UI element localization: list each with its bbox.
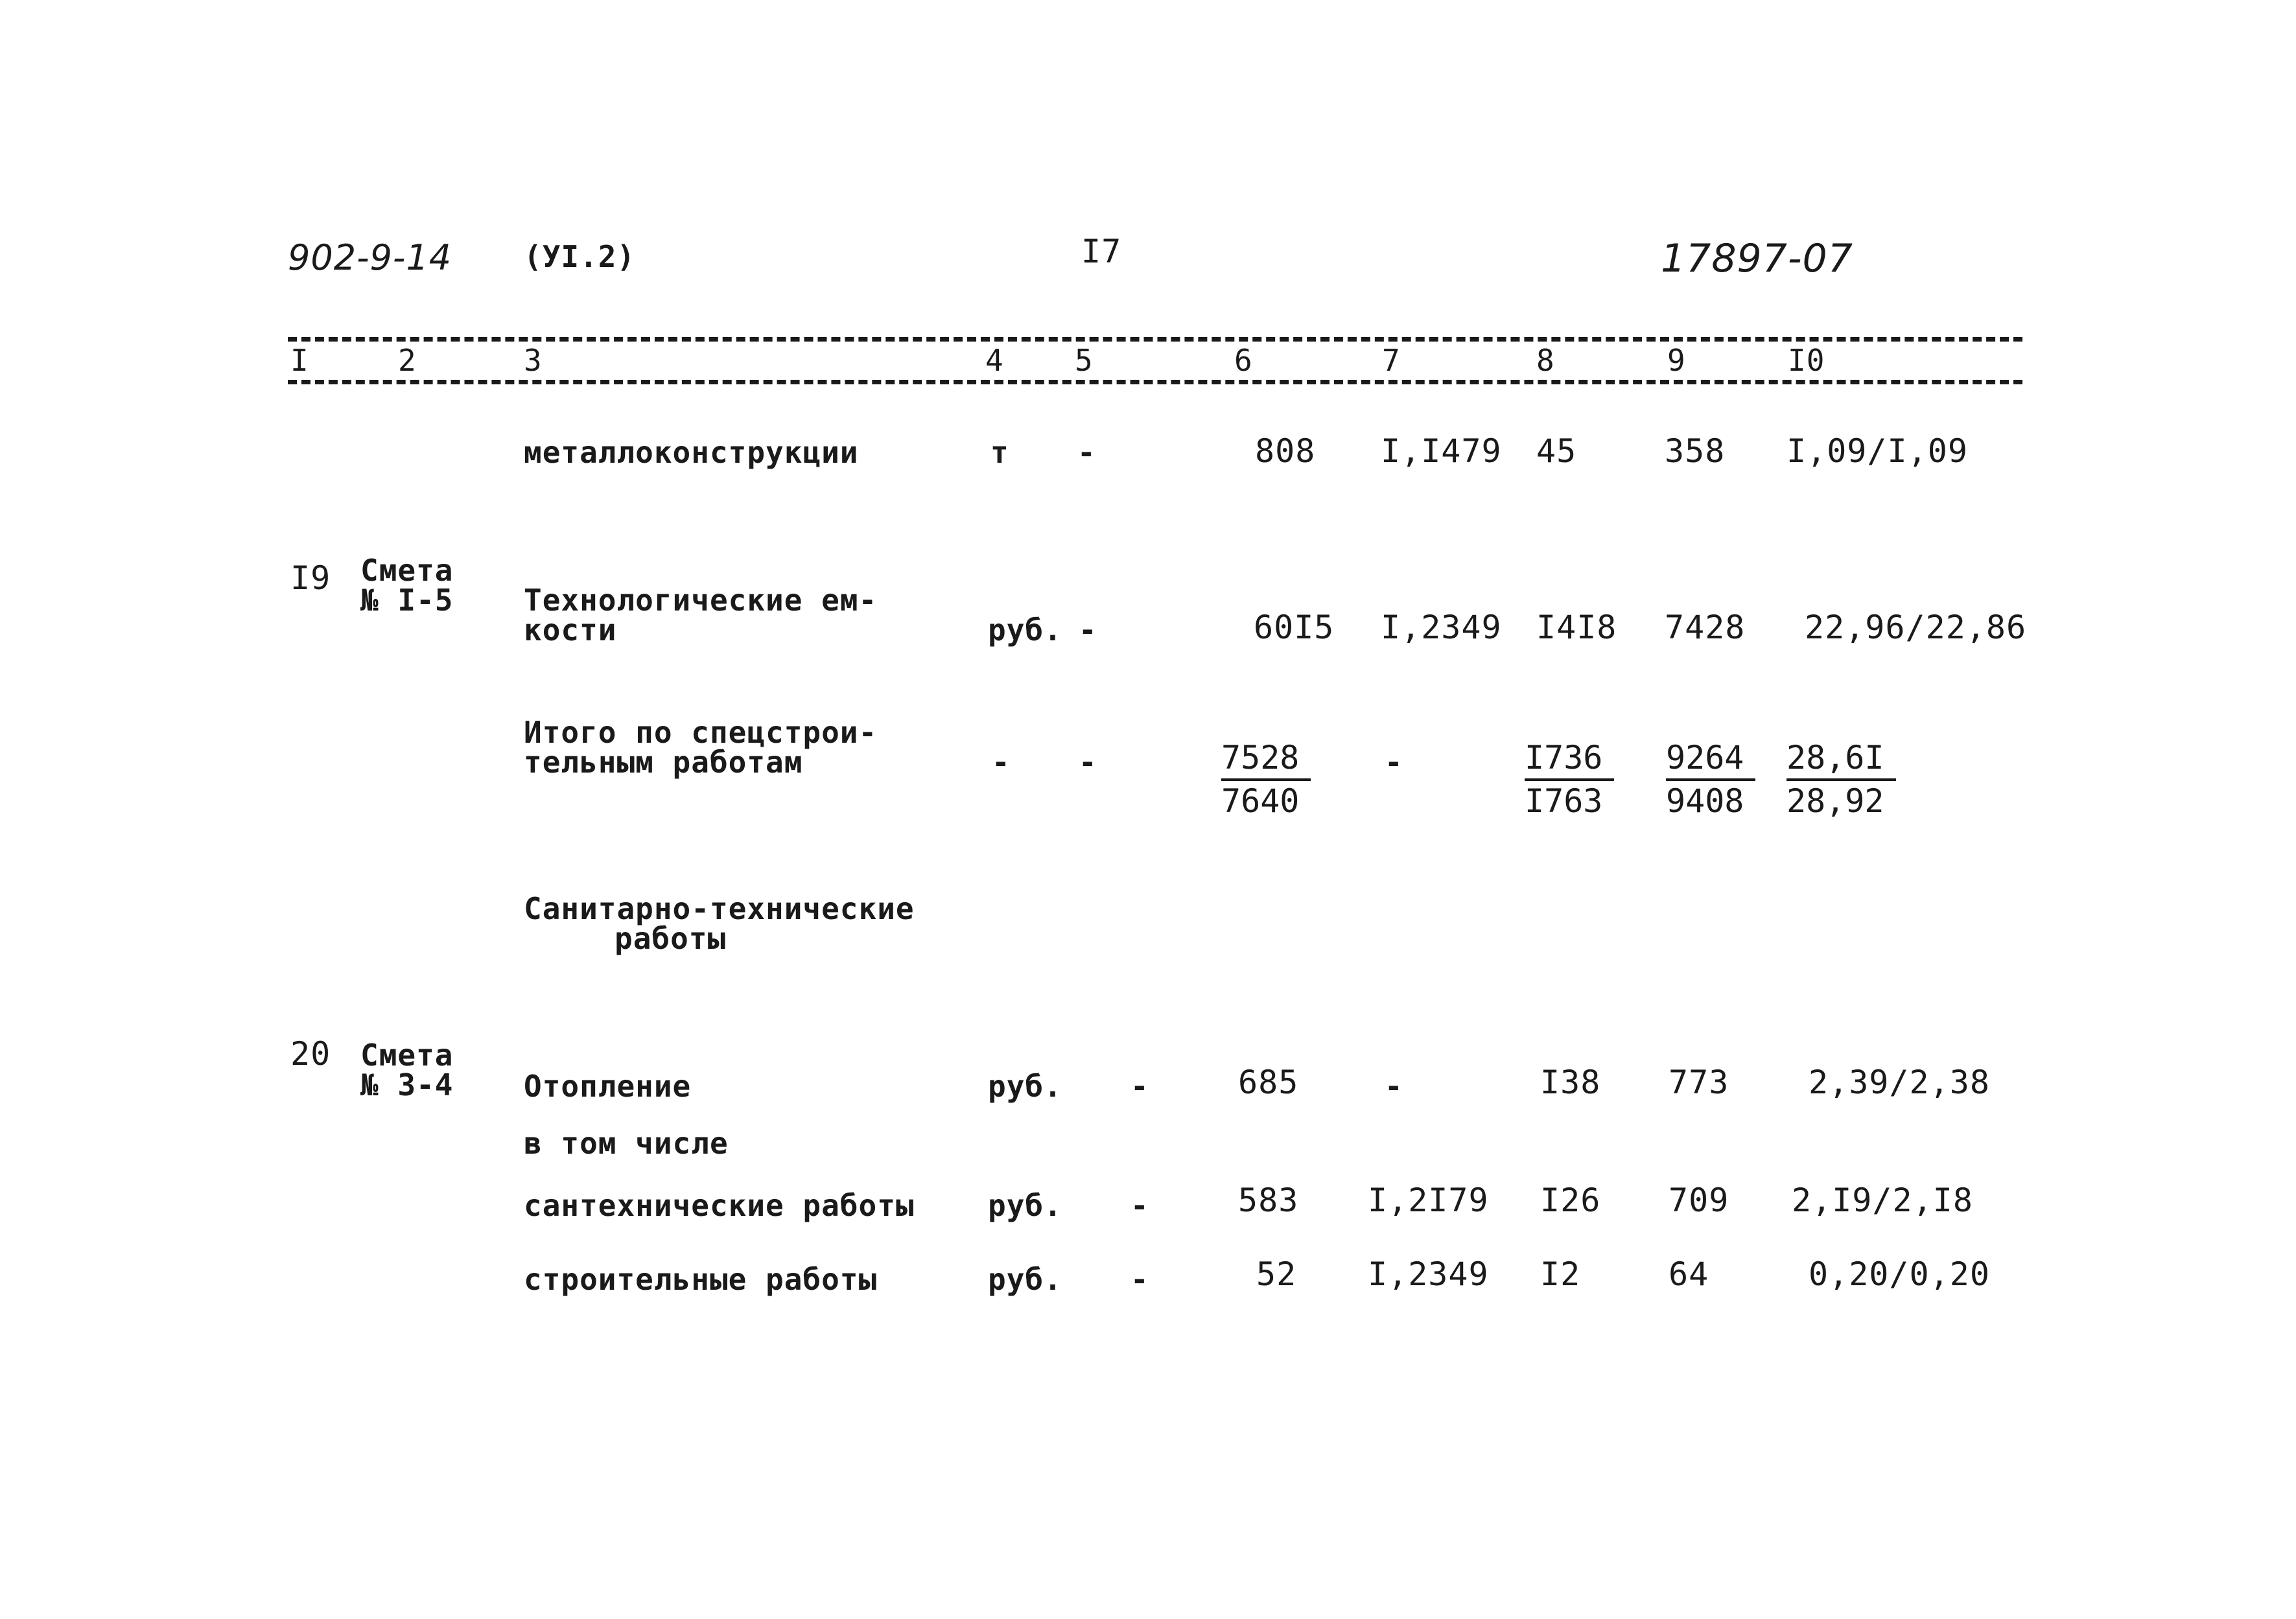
row7-name: сантехнические работы xyxy=(524,1188,915,1223)
row5-smeta-number: № 3-4 xyxy=(360,1067,454,1102)
row8-unit: руб. xyxy=(988,1262,1062,1297)
row3-unit: - xyxy=(992,745,1011,780)
row5-col8: I38 xyxy=(1540,1064,1601,1101)
row7-col10: 2,I9/2,I8 xyxy=(1792,1182,1973,1219)
inventory-number: 17897-07 xyxy=(1661,236,1853,281)
col-header-6: 6 xyxy=(1234,343,1253,378)
col-header-7: 7 xyxy=(1382,343,1401,378)
row7-col9: 709 xyxy=(1669,1182,1729,1219)
row8-name: строительные работы xyxy=(524,1262,878,1297)
row6-name: в том числе xyxy=(524,1126,729,1161)
row3-col10-fraction xyxy=(1786,738,1896,821)
row3-col6-bottom: 7640 xyxy=(1221,782,1300,820)
row3-col9-bottom: 9408 xyxy=(1666,782,1744,820)
page-number: I7 xyxy=(1081,233,1122,270)
row8-col7: I,2349 xyxy=(1368,1255,1489,1293)
row2-col8: I4I8 xyxy=(1536,609,1617,646)
col-header-3: 3 xyxy=(524,343,543,378)
section-code: (УI.2) xyxy=(524,239,636,274)
row3-name-line1: Итого по спецстрои- xyxy=(524,715,878,750)
col-header-5: 5 xyxy=(1075,343,1094,378)
row7-col6: 583 xyxy=(1238,1182,1299,1219)
row2-col10: 22,96/22,86 xyxy=(1805,609,2027,646)
row3-col9-top: 9264 xyxy=(1666,738,1755,781)
row1-col7: I,I479 xyxy=(1381,432,1502,470)
row3-col10-bottom: 28,92 xyxy=(1786,782,1884,820)
section-heading-line2: работы xyxy=(615,921,727,956)
col-header-4: 4 xyxy=(985,343,1004,378)
row2-col5: - xyxy=(1079,612,1097,647)
row1-col5: - xyxy=(1077,435,1096,470)
row5-smeta-label: Смета xyxy=(360,1038,454,1073)
row2-col6: 60I5 xyxy=(1254,609,1335,646)
col-header-2: 2 xyxy=(398,343,417,378)
row1-col6: 808 xyxy=(1255,432,1316,470)
row1-col10: I,09/I,09 xyxy=(1786,432,1968,470)
row3-name-line2: тельным работам xyxy=(524,745,803,780)
header-rule-top xyxy=(288,337,2022,342)
header-rule-bottom xyxy=(288,380,2022,384)
row2-number: I9 xyxy=(290,559,331,597)
row1-unit: т xyxy=(990,435,1009,470)
row7-col8: I26 xyxy=(1540,1182,1601,1219)
row2-col7: I,2349 xyxy=(1381,609,1502,646)
row3-col10-top: 28,6I xyxy=(1786,738,1896,781)
row1-col8: 45 xyxy=(1536,432,1577,470)
col-header-1: I xyxy=(290,343,309,378)
row8-col9: 64 xyxy=(1669,1255,1709,1293)
row5-col6: 685 xyxy=(1238,1064,1299,1101)
row1-name: металлоконструкции xyxy=(524,435,859,470)
row2-name-line2: кости xyxy=(524,612,617,647)
row8-col5: - xyxy=(1130,1262,1149,1297)
row3-col8-top: I736 xyxy=(1525,738,1614,781)
row3-col8-bottom: I763 xyxy=(1525,782,1603,820)
row5-unit: руб. xyxy=(988,1069,1062,1104)
row8-col6: 52 xyxy=(1256,1255,1297,1293)
row3-col9-fraction xyxy=(1666,738,1755,821)
row8-col8: I2 xyxy=(1540,1255,1581,1293)
row5-name: Отопление xyxy=(524,1069,692,1104)
row3-col5: - xyxy=(1079,745,1097,780)
row2-smeta-number: № I-5 xyxy=(360,583,454,618)
doc-code: 902-9-14 xyxy=(288,237,452,278)
section-heading-line1: Санитарно-технические xyxy=(524,891,915,926)
row2-unit: руб. xyxy=(988,612,1062,647)
row2-name-line1: Технологические ем- xyxy=(524,583,878,618)
row5-col7: - xyxy=(1385,1069,1403,1104)
row5-number: 20 xyxy=(290,1035,331,1073)
col-header-10: I0 xyxy=(1788,343,1825,378)
row7-unit: руб. xyxy=(988,1188,1062,1223)
row5-col5: - xyxy=(1130,1069,1149,1104)
row3-col6-fraction xyxy=(1221,738,1311,821)
row5-col10: 2,39/2,38 xyxy=(1809,1064,1990,1101)
col-header-8: 8 xyxy=(1536,343,1555,378)
row3-col8-fraction xyxy=(1525,738,1614,821)
row3-col7: - xyxy=(1385,745,1403,780)
row2-smeta-label: Смета xyxy=(360,553,454,588)
row1-col9: 358 xyxy=(1665,432,1726,470)
row7-col5: - xyxy=(1130,1188,1149,1223)
col-header-9: 9 xyxy=(1667,343,1686,378)
row2-col9: 7428 xyxy=(1665,609,1746,646)
row5-col9: 773 xyxy=(1669,1064,1729,1101)
row3-col6-top: 7528 xyxy=(1221,738,1311,781)
row7-col7: I,2I79 xyxy=(1368,1182,1489,1219)
row8-col10: 0,20/0,20 xyxy=(1809,1255,1990,1293)
